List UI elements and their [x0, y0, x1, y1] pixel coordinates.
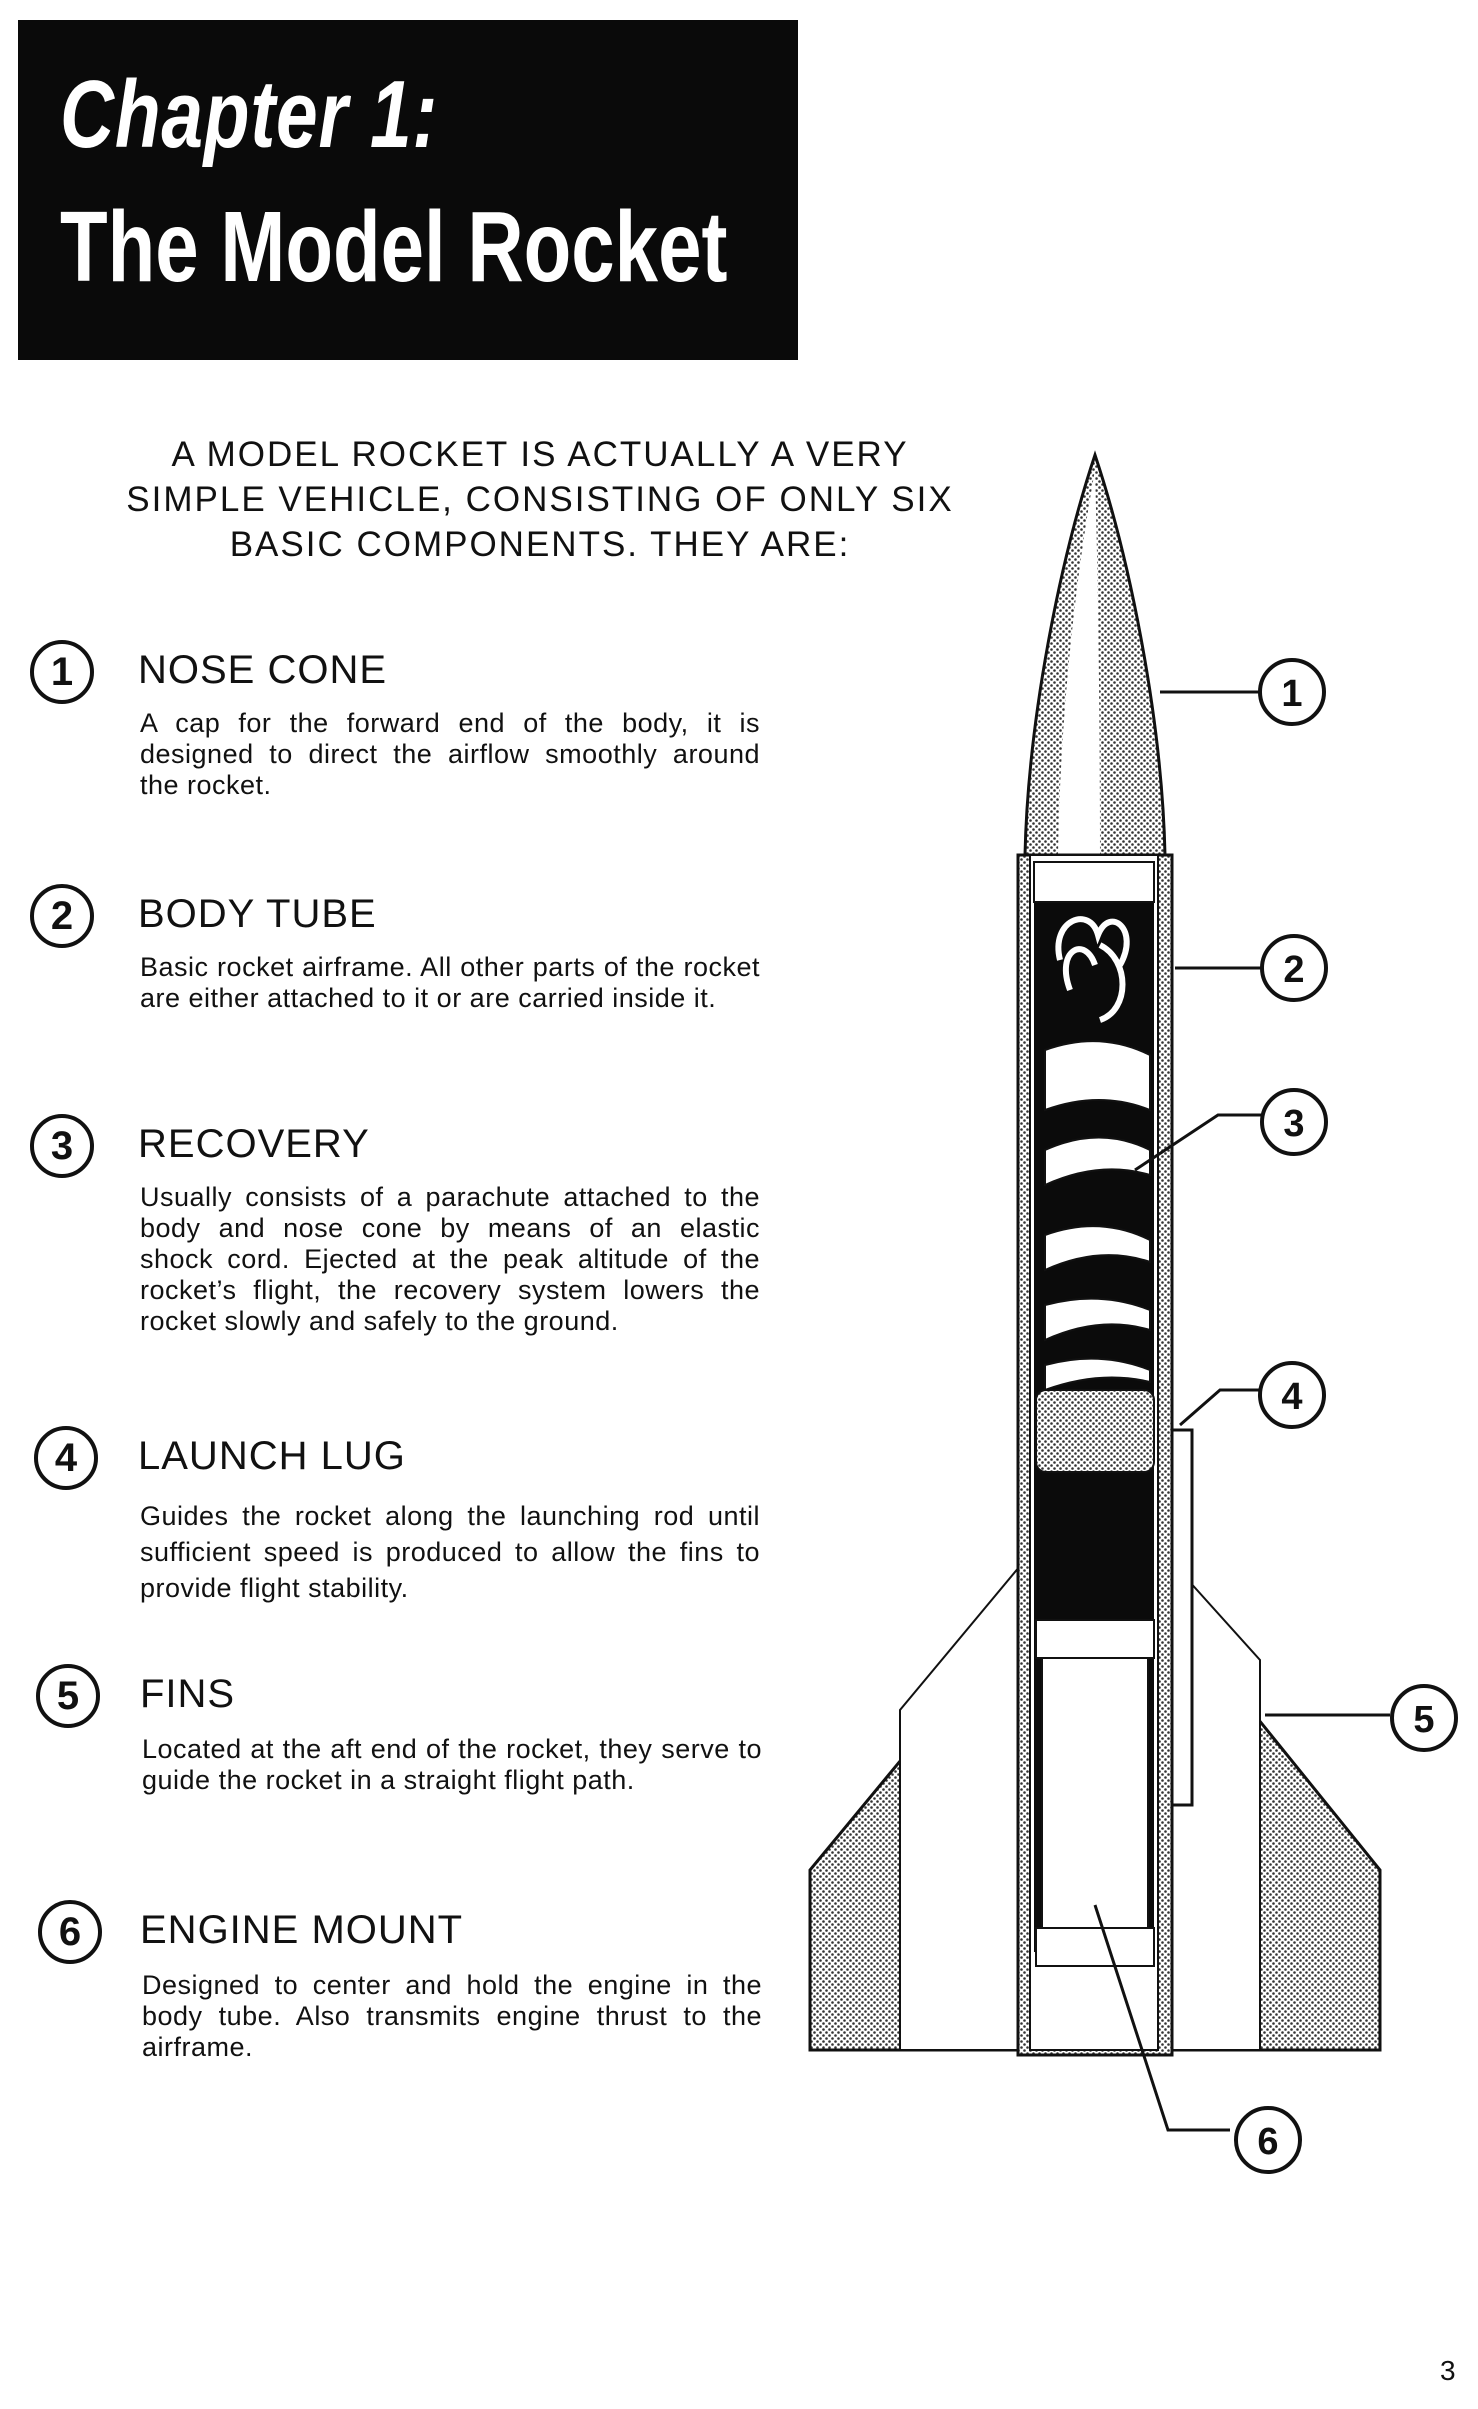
left-fin — [810, 1500, 1025, 2050]
part-number: 5 — [36, 1664, 100, 1728]
callout-2 — [1262, 936, 1326, 1000]
part-title: FINS — [140, 1672, 236, 1716]
chapter-label: Chapter 1: — [60, 61, 439, 168]
part-title: BODY TUBE — [138, 892, 377, 936]
callout-6 — [1236, 2108, 1300, 2172]
part-description: Designed to center and hold the engine in the body tube. Also transmits engine thrust to the airframe. — [142, 1970, 762, 2062]
callout-5 — [1392, 1686, 1456, 1750]
engine-mount — [1036, 1620, 1154, 1966]
part-number: 2 — [30, 884, 94, 948]
part-description: A cap for the forward end of the body, it is designed to direct the airflow smoothly around the rocket. — [140, 708, 760, 800]
recovery-wadding — [1036, 1390, 1154, 1472]
right-fin — [1170, 1500, 1380, 2050]
part-title: RECOVERY — [138, 1122, 370, 1166]
part-description: Located at the aft end of the rocket, they serve to guide the rocket in a straight flight path. — [142, 1734, 762, 1795]
part-description: Basic rocket airframe. All other parts of the rocket are either attached to it or are carried inside it. — [140, 952, 760, 1013]
callout-1 — [1260, 660, 1324, 724]
callout-number: 6 — [1257, 2121, 1279, 2163]
part-description: Guides the rocket along the launching rod until sufficient speed is produced to allow the fins to provide flight stability. — [140, 1501, 760, 1603]
page-number: 3 — [1440, 2355, 1456, 2386]
part-title: LAUNCH LUG — [138, 1434, 406, 1478]
part-description: Usually consists of a parachute attached to the body and nose cone by means of an elastic shock cord. Ejected at the peak altitude of the rocket’s flight, the recovery system lowers the rocket slowly and safely to the ground. — [140, 1182, 760, 1336]
part-number: 6 — [38, 1900, 102, 1964]
launch-lug — [1172, 1430, 1192, 1805]
callout-number: 4 — [1281, 1376, 1303, 1418]
intro-line: A MODEL ROCKET IS ACTUALLY A VERY — [171, 435, 909, 474]
intro-line: SIMPLE VEHICLE, CONSISTING OF ONLY SIX — [126, 480, 954, 519]
callout-number: 5 — [1413, 1699, 1435, 1741]
callout-3 — [1262, 1090, 1326, 1154]
part-number: 3 — [30, 1114, 94, 1178]
callout-number: 2 — [1283, 949, 1305, 991]
part-title: ENGINE MOUNT — [140, 1908, 464, 1952]
callout-number: 3 — [1283, 1103, 1305, 1145]
part-title: NOSE CONE — [138, 648, 388, 692]
part-number: 1 — [30, 640, 94, 704]
callout-number: 1 — [1281, 673, 1303, 715]
intro-line: BASIC COMPONENTS. THEY ARE: — [229, 525, 851, 564]
part-number: 4 — [34, 1426, 98, 1490]
chapter-title: The Model Rocket — [60, 191, 728, 303]
nose-cone — [1025, 455, 1165, 855]
callout-4 — [1260, 1363, 1324, 1427]
